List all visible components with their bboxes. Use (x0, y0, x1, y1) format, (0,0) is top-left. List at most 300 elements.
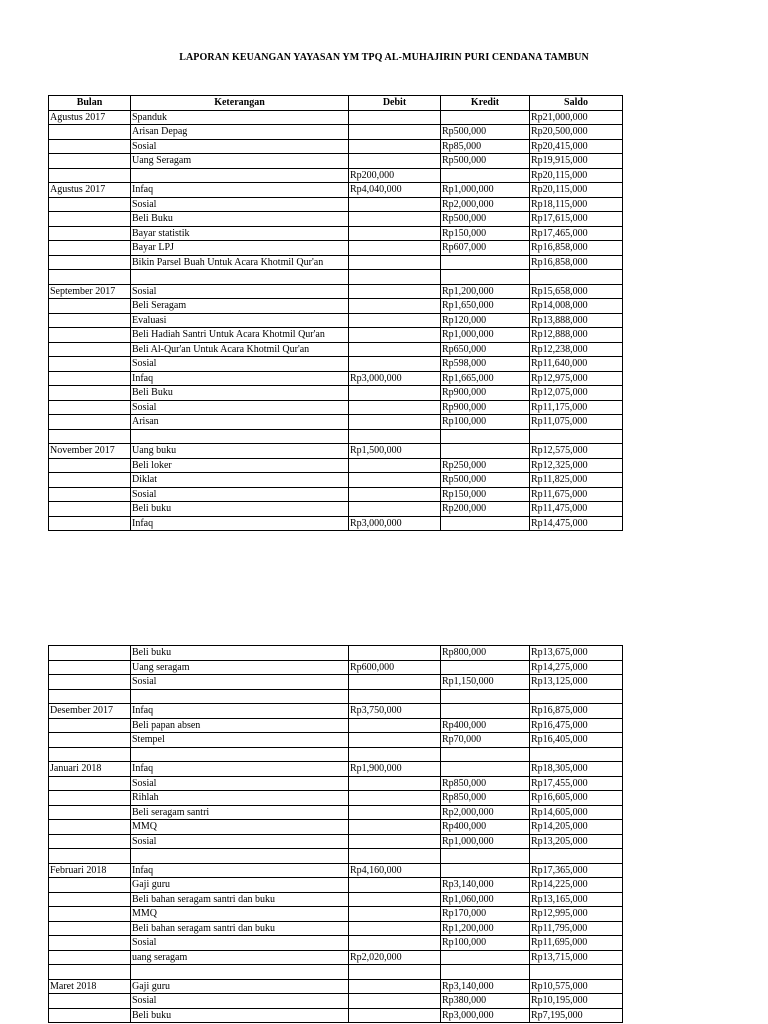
debit-cell: Rp3,000,000 (349, 371, 441, 386)
table-row (49, 747, 623, 762)
bulan-cell: Agustus 2017 (49, 110, 131, 125)
debit-cell (349, 502, 441, 517)
report-title: LAPORAN KEUANGAN YAYASAN YM TPQ AL-MUHAJIRIN PURI CENDANA TAMBUN (179, 52, 589, 63)
keterangan-cell: Infaq (131, 762, 349, 777)
table-row (49, 950, 623, 965)
bulan-cell: Februari 2018 (49, 863, 131, 878)
kredit-cell (441, 429, 530, 444)
table-row (49, 154, 623, 169)
ledger-table-1 (48, 95, 623, 531)
bulan-cell (49, 400, 131, 415)
header-row (49, 96, 623, 111)
debit-cell (349, 791, 441, 806)
table-row (49, 921, 623, 936)
saldo-cell: Rp16,605,000 (530, 791, 623, 806)
saldo-cell: Rp17,455,000 (530, 776, 623, 791)
debit-cell (349, 994, 441, 1009)
debit-cell (349, 342, 441, 357)
header-keterangan: Keterangan (131, 96, 349, 111)
kredit-cell: Rp3,000,000 (441, 1008, 530, 1023)
saldo-cell (530, 965, 623, 980)
header-saldo: Saldo (530, 96, 623, 111)
saldo-cell: Rp11,695,000 (530, 936, 623, 951)
table-row (49, 168, 623, 183)
saldo-cell: Rp18,305,000 (530, 762, 623, 777)
bulan-cell (49, 747, 131, 762)
keterangan-cell: Beli buku (131, 1008, 349, 1023)
debit-cell (349, 299, 441, 314)
debit-cell (349, 415, 441, 430)
bulan-cell (49, 313, 131, 328)
saldo-cell: Rp12,325,000 (530, 458, 623, 473)
bulan-cell (49, 429, 131, 444)
bulan-cell: Desember 2017 (49, 704, 131, 719)
debit-cell: Rp2,020,000 (349, 950, 441, 965)
bulan-cell (49, 328, 131, 343)
table-row (49, 444, 623, 459)
ledger-table-2 (48, 645, 623, 1023)
saldo-cell (530, 849, 623, 864)
saldo-cell: Rp11,825,000 (530, 473, 623, 488)
saldo-cell: Rp16,475,000 (530, 718, 623, 733)
table-row (49, 892, 623, 907)
saldo-cell: Rp10,195,000 (530, 994, 623, 1009)
saldo-cell: Rp13,675,000 (530, 646, 623, 661)
kredit-cell: Rp3,140,000 (441, 979, 530, 994)
table-row (49, 386, 623, 401)
bulan-cell (49, 415, 131, 430)
table-row (49, 834, 623, 849)
bulan-cell (49, 197, 131, 212)
keterangan-cell: Beli buku (131, 646, 349, 661)
table-row (49, 473, 623, 488)
keterangan-cell: Arisan (131, 415, 349, 430)
table-row (49, 342, 623, 357)
saldo-cell: Rp11,795,000 (530, 921, 623, 936)
kredit-cell: Rp1,000,000 (441, 328, 530, 343)
kredit-cell: Rp250,000 (441, 458, 530, 473)
table-row (49, 660, 623, 675)
table-row (49, 704, 623, 719)
kredit-cell: Rp598,000 (441, 357, 530, 372)
keterangan-cell: Beli Seragam (131, 299, 349, 314)
table-row (49, 241, 623, 256)
table-row (49, 197, 623, 212)
debit-cell (349, 718, 441, 733)
debit-cell (349, 834, 441, 849)
table-row (49, 299, 623, 314)
table-row (49, 516, 623, 531)
table-row (49, 429, 623, 444)
bulan-cell (49, 386, 131, 401)
debit-cell (349, 487, 441, 502)
debit-cell (349, 226, 441, 241)
bulan-cell (49, 950, 131, 965)
ledger-body-1 (49, 110, 623, 531)
table-row (49, 733, 623, 748)
debit-cell (349, 892, 441, 907)
saldo-cell: Rp13,715,000 (530, 950, 623, 965)
bulan-cell (49, 834, 131, 849)
kredit-cell: Rp2,000,000 (441, 197, 530, 212)
kredit-cell (441, 950, 530, 965)
keterangan-cell: Beli seragam santri (131, 805, 349, 820)
saldo-cell: Rp15,658,000 (530, 284, 623, 299)
keterangan-cell: Beli loker (131, 458, 349, 473)
bulan-cell (49, 849, 131, 864)
debit-cell (349, 284, 441, 299)
table-row (49, 936, 623, 951)
bulan-cell (49, 675, 131, 690)
kredit-cell: Rp1,650,000 (441, 299, 530, 314)
table-row (49, 502, 623, 517)
kredit-cell: Rp1,200,000 (441, 284, 530, 299)
bulan-cell (49, 168, 131, 183)
debit-cell (349, 979, 441, 994)
debit-cell (349, 1008, 441, 1023)
debit-cell (349, 197, 441, 212)
debit-cell (349, 646, 441, 661)
saldo-cell: Rp16,875,000 (530, 704, 623, 719)
bulan-cell (49, 212, 131, 227)
keterangan-cell: Sosial (131, 400, 349, 415)
bulan-cell (49, 805, 131, 820)
kredit-cell: Rp400,000 (441, 718, 530, 733)
keterangan-cell: Gaji guru (131, 979, 349, 994)
saldo-cell: Rp16,858,000 (530, 241, 623, 256)
keterangan-cell: Beli bahan seragam santri dan buku (131, 921, 349, 936)
keterangan-cell: Stempel (131, 733, 349, 748)
table-row (49, 965, 623, 980)
debit-cell: Rp200,000 (349, 168, 441, 183)
kredit-cell: Rp1,150,000 (441, 675, 530, 690)
saldo-cell: Rp11,675,000 (530, 487, 623, 502)
keterangan-cell: Uang Seragam (131, 154, 349, 169)
table-row (49, 776, 623, 791)
table-row (49, 415, 623, 430)
debit-cell (349, 125, 441, 140)
kredit-cell: Rp900,000 (441, 386, 530, 401)
saldo-cell: Rp11,175,000 (530, 400, 623, 415)
header-kredit: Kredit (441, 96, 530, 111)
saldo-cell: Rp12,888,000 (530, 328, 623, 343)
kredit-cell (441, 762, 530, 777)
debit-cell (349, 270, 441, 285)
keterangan-cell: Sosial (131, 284, 349, 299)
table-row (49, 805, 623, 820)
bulan-cell: Januari 2018 (49, 762, 131, 777)
saldo-cell: Rp12,995,000 (530, 907, 623, 922)
debit-cell (349, 110, 441, 125)
keterangan-cell: Beli papan absen (131, 718, 349, 733)
table-row (49, 994, 623, 1009)
bulan-cell: Agustus 2017 (49, 183, 131, 198)
kredit-cell (441, 168, 530, 183)
keterangan-cell: MMQ (131, 907, 349, 922)
keterangan-cell: Infaq (131, 183, 349, 198)
saldo-cell: Rp20,500,000 (530, 125, 623, 140)
saldo-cell: Rp13,888,000 (530, 313, 623, 328)
keterangan-cell: Evaluasi (131, 313, 349, 328)
table-row (49, 689, 623, 704)
kredit-cell: Rp85,000 (441, 139, 530, 154)
bulan-cell (49, 791, 131, 806)
table-row (49, 357, 623, 372)
keterangan-cell: Uang seragam (131, 660, 349, 675)
header-bulan: Bulan (49, 96, 131, 111)
debit-cell (349, 386, 441, 401)
keterangan-cell: Infaq (131, 704, 349, 719)
bulan-cell (49, 892, 131, 907)
saldo-cell (530, 429, 623, 444)
bulan-cell (49, 776, 131, 791)
table-row (49, 849, 623, 864)
kredit-cell: Rp850,000 (441, 776, 530, 791)
keterangan-cell: Sosial (131, 139, 349, 154)
kredit-cell: Rp500,000 (441, 212, 530, 227)
debit-cell (349, 675, 441, 690)
kredit-cell: Rp150,000 (441, 487, 530, 502)
keterangan-cell: Arisan Depag (131, 125, 349, 140)
ledger-body-2 (49, 646, 623, 1023)
table-row (49, 371, 623, 386)
table-row (49, 255, 623, 270)
saldo-cell: Rp7,195,000 (530, 1008, 623, 1023)
kredit-cell (441, 444, 530, 459)
kredit-cell (441, 849, 530, 864)
kredit-cell: Rp2,000,000 (441, 805, 530, 820)
kredit-cell: Rp500,000 (441, 125, 530, 140)
debit-cell (349, 849, 441, 864)
saldo-cell: Rp16,405,000 (530, 733, 623, 748)
keterangan-cell (131, 689, 349, 704)
kredit-cell: Rp100,000 (441, 936, 530, 951)
saldo-cell: Rp13,205,000 (530, 834, 623, 849)
keterangan-cell: Gaji guru (131, 878, 349, 893)
kredit-cell (441, 270, 530, 285)
saldo-cell (530, 689, 623, 704)
keterangan-cell: Beli Buku (131, 386, 349, 401)
kredit-cell: Rp1,200,000 (441, 921, 530, 936)
keterangan-cell: Sosial (131, 487, 349, 502)
table-row (49, 979, 623, 994)
kredit-cell: Rp380,000 (441, 994, 530, 1009)
kredit-cell: Rp1,665,000 (441, 371, 530, 386)
saldo-cell: Rp13,165,000 (530, 892, 623, 907)
debit-cell (349, 805, 441, 820)
kredit-cell: Rp1,060,000 (441, 892, 530, 907)
saldo-cell: Rp18,115,000 (530, 197, 623, 212)
kredit-cell: Rp1,000,000 (441, 834, 530, 849)
table-row (49, 907, 623, 922)
keterangan-cell: Spanduk (131, 110, 349, 125)
keterangan-cell: Sosial (131, 357, 349, 372)
saldo-cell: Rp12,075,000 (530, 386, 623, 401)
keterangan-cell: Beli Buku (131, 212, 349, 227)
saldo-cell: Rp14,008,000 (530, 299, 623, 314)
kredit-cell: Rp400,000 (441, 820, 530, 835)
debit-cell (349, 400, 441, 415)
table-row (49, 863, 623, 878)
bulan-cell: November 2017 (49, 444, 131, 459)
debit-cell: Rp4,040,000 (349, 183, 441, 198)
table-row (49, 878, 623, 893)
keterangan-cell: Rihlah (131, 791, 349, 806)
table-row (49, 313, 623, 328)
keterangan-cell (131, 168, 349, 183)
debit-cell (349, 733, 441, 748)
keterangan-cell (131, 270, 349, 285)
saldo-cell: Rp20,115,000 (530, 168, 623, 183)
bulan-cell (49, 270, 131, 285)
keterangan-cell: Sosial (131, 197, 349, 212)
debit-cell (349, 241, 441, 256)
kredit-cell: Rp900,000 (441, 400, 530, 415)
keterangan-cell: Sosial (131, 994, 349, 1009)
debit-cell (349, 255, 441, 270)
saldo-cell: Rp11,640,000 (530, 357, 623, 372)
saldo-cell: Rp17,615,000 (530, 212, 623, 227)
keterangan-cell: MMQ (131, 820, 349, 835)
saldo-cell: Rp20,415,000 (530, 139, 623, 154)
saldo-cell: Rp11,475,000 (530, 502, 623, 517)
saldo-cell: Rp14,605,000 (530, 805, 623, 820)
saldo-cell: Rp14,205,000 (530, 820, 623, 835)
keterangan-cell: Beli bahan seragam santri dan buku (131, 892, 349, 907)
saldo-cell: Rp12,575,000 (530, 444, 623, 459)
debit-cell (349, 458, 441, 473)
debit-cell (349, 689, 441, 704)
keterangan-cell: Uang buku (131, 444, 349, 459)
debit-cell: Rp1,900,000 (349, 762, 441, 777)
saldo-cell: Rp19,915,000 (530, 154, 623, 169)
kredit-cell: Rp850,000 (441, 791, 530, 806)
kredit-cell: Rp120,000 (441, 313, 530, 328)
kredit-cell: Rp3,140,000 (441, 878, 530, 893)
keterangan-cell: Sosial (131, 936, 349, 951)
keterangan-cell: Infaq (131, 371, 349, 386)
saldo-cell: Rp12,238,000 (530, 342, 623, 357)
debit-cell (349, 154, 441, 169)
kredit-cell (441, 660, 530, 675)
table-row (49, 226, 623, 241)
bulan-cell (49, 125, 131, 140)
saldo-cell: Rp14,275,000 (530, 660, 623, 675)
saldo-cell: Rp14,475,000 (530, 516, 623, 531)
keterangan-cell: Beli buku (131, 502, 349, 517)
keterangan-cell: uang seragam (131, 950, 349, 965)
table-row (49, 646, 623, 661)
bulan-cell (49, 907, 131, 922)
kredit-cell (441, 689, 530, 704)
keterangan-cell: Sosial (131, 675, 349, 690)
kredit-cell: Rp500,000 (441, 154, 530, 169)
debit-cell (349, 139, 441, 154)
keterangan-cell: Diklat (131, 473, 349, 488)
kredit-cell: Rp800,000 (441, 646, 530, 661)
bulan-cell (49, 733, 131, 748)
keterangan-cell: Sosial (131, 776, 349, 791)
kredit-cell: Rp607,000 (441, 241, 530, 256)
bulan-cell (49, 255, 131, 270)
kredit-cell: Rp200,000 (441, 502, 530, 517)
debit-cell (349, 936, 441, 951)
keterangan-cell (131, 849, 349, 864)
bulan-cell (49, 487, 131, 502)
bulan-cell (49, 502, 131, 517)
table-row (49, 675, 623, 690)
keterangan-cell: Beli Hadiah Santri Untuk Acara Khotmil Qur'an (131, 328, 349, 343)
keterangan-cell (131, 747, 349, 762)
table-row (49, 212, 623, 227)
bulan-cell (49, 371, 131, 386)
saldo-cell: Rp17,465,000 (530, 226, 623, 241)
kredit-cell (441, 863, 530, 878)
table-row (49, 400, 623, 415)
debit-cell (349, 313, 441, 328)
table-row (49, 125, 623, 140)
table-row (49, 1008, 623, 1023)
kredit-cell: Rp1,000,000 (441, 183, 530, 198)
keterangan-cell: Beli Al-Qur'an Untuk Acara Khotmil Qur'an (131, 342, 349, 357)
saldo-cell: Rp12,975,000 (530, 371, 623, 386)
debit-cell (349, 328, 441, 343)
bulan-cell (49, 458, 131, 473)
bulan-cell (49, 965, 131, 980)
debit-cell (349, 747, 441, 762)
table-row (49, 718, 623, 733)
debit-cell (349, 921, 441, 936)
keterangan-cell: Infaq (131, 516, 349, 531)
bulan-cell (49, 139, 131, 154)
debit-cell (349, 820, 441, 835)
debit-cell: Rp1,500,000 (349, 444, 441, 459)
bulan-cell (49, 660, 131, 675)
saldo-cell: Rp14,225,000 (530, 878, 623, 893)
keterangan-cell (131, 429, 349, 444)
debit-cell (349, 878, 441, 893)
debit-cell (349, 965, 441, 980)
saldo-cell: Rp11,075,000 (530, 415, 623, 430)
table-row (49, 328, 623, 343)
bulan-cell (49, 154, 131, 169)
header-debit: Debit (349, 96, 441, 111)
debit-cell (349, 907, 441, 922)
bulan-cell (49, 921, 131, 936)
keterangan-cell: Bayar statistik (131, 226, 349, 241)
bulan-cell: September 2017 (49, 284, 131, 299)
debit-cell (349, 212, 441, 227)
saldo-cell: Rp10,575,000 (530, 979, 623, 994)
bulan-cell (49, 342, 131, 357)
debit-cell: Rp600,000 (349, 660, 441, 675)
keterangan-cell: Bayar LPJ (131, 241, 349, 256)
bulan-cell (49, 357, 131, 372)
kredit-cell: Rp170,000 (441, 907, 530, 922)
bulan-cell: Maret 2018 (49, 979, 131, 994)
debit-cell (349, 473, 441, 488)
table-row (49, 458, 623, 473)
keterangan-cell: Bikin Parsel Buah Untuk Acara Khotmil Qur'an (131, 255, 349, 270)
table-row (49, 487, 623, 502)
saldo-cell: Rp20,115,000 (530, 183, 623, 198)
table-row (49, 762, 623, 777)
saldo-cell: Rp17,365,000 (530, 863, 623, 878)
debit-cell (349, 357, 441, 372)
debit-cell (349, 429, 441, 444)
kredit-cell (441, 516, 530, 531)
bulan-cell (49, 878, 131, 893)
